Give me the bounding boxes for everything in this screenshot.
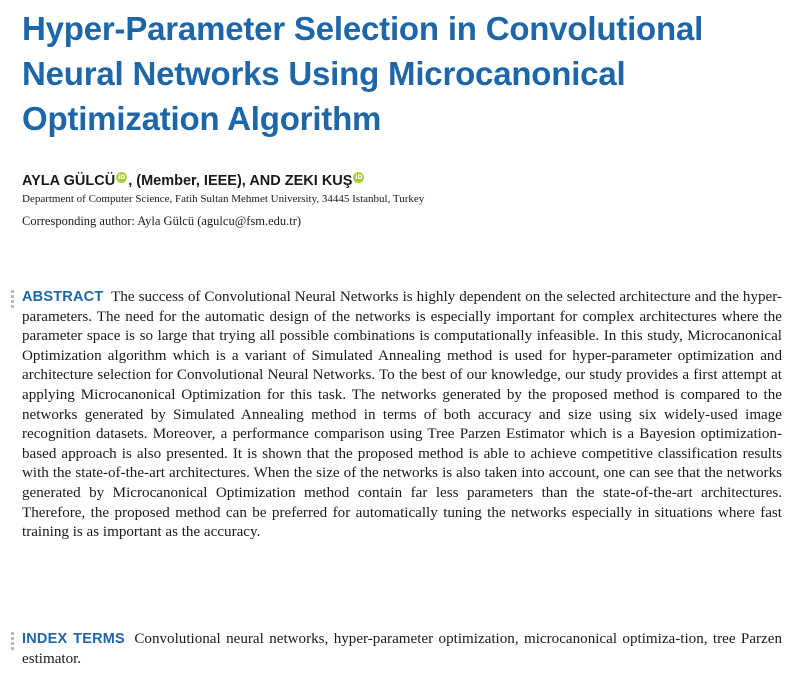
title-line-3: Optimization Algorithm — [22, 100, 382, 137]
title-line-2: Neural Networks Using Microcanonical — [22, 55, 626, 92]
paper-title — [22, 6, 782, 141]
index-terms-section — [22, 630, 782, 669]
author-list — [22, 172, 365, 189]
index-terms-text: Convolutional neural networks, hyper-parameter optimization, microcanonical optimiza-tion, tree Parzen estimator. — [22, 631, 782, 667]
orcid-icon[interactable]: iD — [118, 174, 126, 181]
index-terms-heading: INDEX TERMS — [22, 631, 125, 647]
abstract-heading: ABSTRACT — [22, 289, 104, 305]
orcid-icon[interactable]: iD — [355, 174, 363, 181]
author-name-1: AYLA GÜLCÜ — [22, 173, 116, 189]
affiliation: Department of Computer Science, Fatih Sultan Mehmet University, 34445 Istanbul, Turkey — [22, 193, 425, 205]
abstract-text: The success of Convolutional Neural Networks is highly dependent on the selected architecture and the hyper-parameters. The need for the automatic design of the networks is especially important for complex architectures where the parameter space is so large that trying all possible combinations is computationally infeasible. In this study, Microcanonical Optimization algorithm which is a variant of Simulated Annealing method is used for hyper-parameter optimization and architecture selection for Convolutional Neural Networks. To the best of our knowledge, our study provides a first attempt at applying Microcanonical Optimization for this task. The networks generated by the proposed method is compared to the networks generated by Simulated Annealing method in terms of both accuracy and size using six widely-used image recognition datasets. Moreover, a performance comparison using Tree Parzen Estimator which is a Bayesion optimization-based approach is also presented. It is shown that the proposed method is able to achieve competitive classification results with the state-of-the-art architectures. When the size of the networks is also taken into account, one can see that the networks generated by Microcanonical Optimization method contain far less parameters than the state-of-the-art architectures. Therefore, the proposed method can be preferred for automatically tuning the networks especially in situations where fast training is as important as the accuracy. — [22, 289, 782, 541]
title-line-1: Hyper-Parameter Selection in Convolutional — [22, 10, 704, 47]
corresponding-author: Corresponding author: Ayla Gülcü (agulcu@fsm.edu.tr) — [22, 214, 302, 228]
abstract-section — [22, 288, 782, 543]
drag-handle-icon[interactable] — [11, 290, 15, 310]
drag-handle-icon[interactable] — [11, 632, 15, 652]
author-membership: , (Member, IEEE), AND ZEKI KUŞ — [128, 173, 353, 189]
